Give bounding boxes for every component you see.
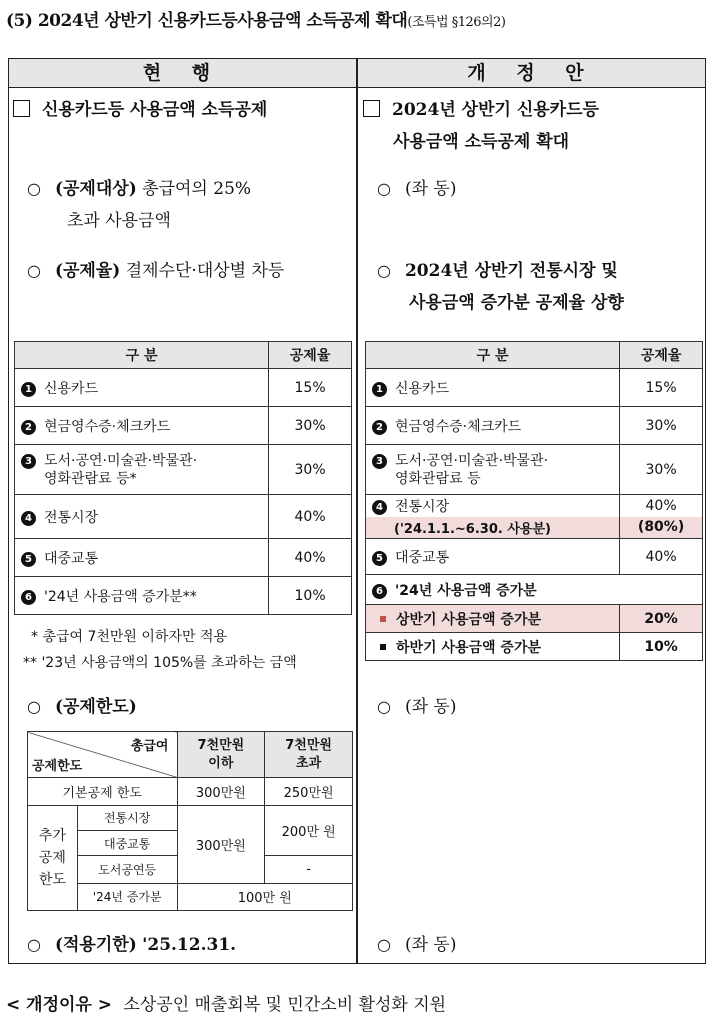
table-row: 2 현금영수증·체크카드 30% (15, 407, 352, 445)
checkbox-square-icon (363, 100, 380, 117)
header-revised: 개 정 안 (358, 59, 705, 88)
revised-same-3: ○ (좌 동) (377, 935, 457, 955)
revised-rate-heading-2: 사용금액 증가분 공제율 상향 (409, 293, 624, 313)
revised-rate-table (365, 341, 703, 661)
reason-label: < 개정이유 > (6, 995, 113, 1015)
circle-bullet-icon: ○ (27, 935, 41, 954)
table-row: 하반기 사용금액 증가분 10% (366, 633, 703, 661)
circle-bullet-icon: ○ (27, 179, 41, 198)
checkbox-square-icon (13, 100, 30, 117)
number-3-icon: 3 (372, 454, 387, 469)
col-header-rate: 공제율 (269, 342, 352, 369)
number-3-icon: 3 (21, 454, 36, 469)
circle-bullet-icon: ○ (377, 261, 391, 280)
number-5-icon: 5 (21, 552, 36, 567)
limit-table: 총급여 공제한도 7천만원 이하 7천만원 초과 기본공제 한도 300만원 250만원 추가 공제 한도 전통시장 300만원 200만 원 대중교통 도서공연등 - '24년 증가분 100만 원 (27, 731, 353, 911)
number-6-icon: 6 (21, 590, 36, 605)
current-apply: ○ (적용기한) '25.12.31. (27, 935, 237, 955)
circle-bullet-icon: ○ (377, 935, 391, 954)
reason-text: 소상공인 매출회복 및 민간소비 활성화 지원 (123, 995, 447, 1015)
header-current: 현 행 (9, 59, 357, 88)
current-rate: ○ (공제율) 결제수단·대상별 차등 (27, 261, 285, 281)
circle-bullet-icon: ○ (377, 697, 391, 716)
column-divider (356, 59, 358, 963)
col-header-category: 구 분 (15, 342, 269, 369)
current-target-2: 초과 사용금액 (67, 211, 171, 231)
law-reference: (조특법 §126의2) (407, 15, 506, 30)
circle-bullet-icon: ○ (377, 179, 391, 198)
col-header-rate: 공제율 (620, 342, 703, 369)
square-bullet-icon (380, 616, 386, 622)
current-heading: 신용카드등 사용금액 소득공제 (13, 95, 267, 125)
revised-same-1: ○ (좌 동) (377, 179, 457, 199)
number-6-icon: 6 (372, 584, 387, 599)
table-row-highlight: 상반기 사용금액 증가분 20% (366, 605, 703, 633)
square-bullet-icon (380, 644, 386, 650)
page-title: (5) 2024년 상반기 신용카드등사용금액 소득공제 확대(조특법 §126의2) (6, 11, 506, 31)
table-row: 4 전통시장 40% (366, 495, 703, 517)
table-row: 3 도서·공연·미술관·박물관· 영화관람료 등 30% (366, 445, 703, 495)
revised-rate-heading: ○ 2024년 상반기 전통시장 및 (377, 261, 618, 281)
table-row: 5 대중교통 40% (366, 539, 703, 575)
table-row: 6 '24년 사용금액 증가분** 10% (15, 577, 352, 615)
col-header-category: 구 분 (366, 342, 620, 369)
circle-bullet-icon: ○ (27, 697, 41, 716)
revised-heading: 2024년 상반기 신용카드등 (363, 95, 599, 125)
number-1-icon: 1 (21, 382, 36, 397)
current-target: ○ (공제대상) 총급여의 25% (27, 179, 252, 199)
table-row: 6 '24년 사용금액 증가분 (366, 575, 703, 605)
table-row: 5 대중교통 40% (15, 539, 352, 577)
revision-reason (6, 990, 446, 1015)
number-4-icon: 4 (372, 500, 387, 515)
table-row: 1 신용카드 15% (366, 369, 703, 407)
circle-bullet-icon: ○ (27, 261, 41, 280)
number-4-icon: 4 (21, 511, 36, 526)
footnote-1: * 총급여 7천만원 이하자만 적용 (31, 629, 227, 645)
number-5-icon: 5 (372, 551, 387, 566)
current-limit: ○ (공제한도) (27, 697, 137, 717)
table-row: 4 전통시장 40% (15, 495, 352, 539)
revised-same-2: ○ (좌 동) (377, 697, 457, 717)
table-row: 2 현금영수증·체크카드 30% (366, 407, 703, 445)
current-rate-table (14, 341, 352, 615)
table-row: 3 도서·공연·미술관·박물관· 영화관람료 등* 30% (15, 445, 352, 495)
comparison-table (8, 58, 706, 964)
table-row-highlight: ('24.1.1.~6.30. 사용분) (80%) (366, 517, 703, 539)
number-1-icon: 1 (372, 382, 387, 397)
footnote-2: ** '23년 사용금액의 105%를 초과하는 금액 (23, 655, 297, 671)
number-2-icon: 2 (372, 420, 387, 435)
limit-corner-cell: 총급여 공제한도 (28, 732, 178, 778)
number-2-icon: 2 (21, 420, 36, 435)
revised-heading-2: 사용금액 소득공제 확대 (393, 132, 570, 152)
table-row: 1 신용카드 15% (15, 369, 352, 407)
